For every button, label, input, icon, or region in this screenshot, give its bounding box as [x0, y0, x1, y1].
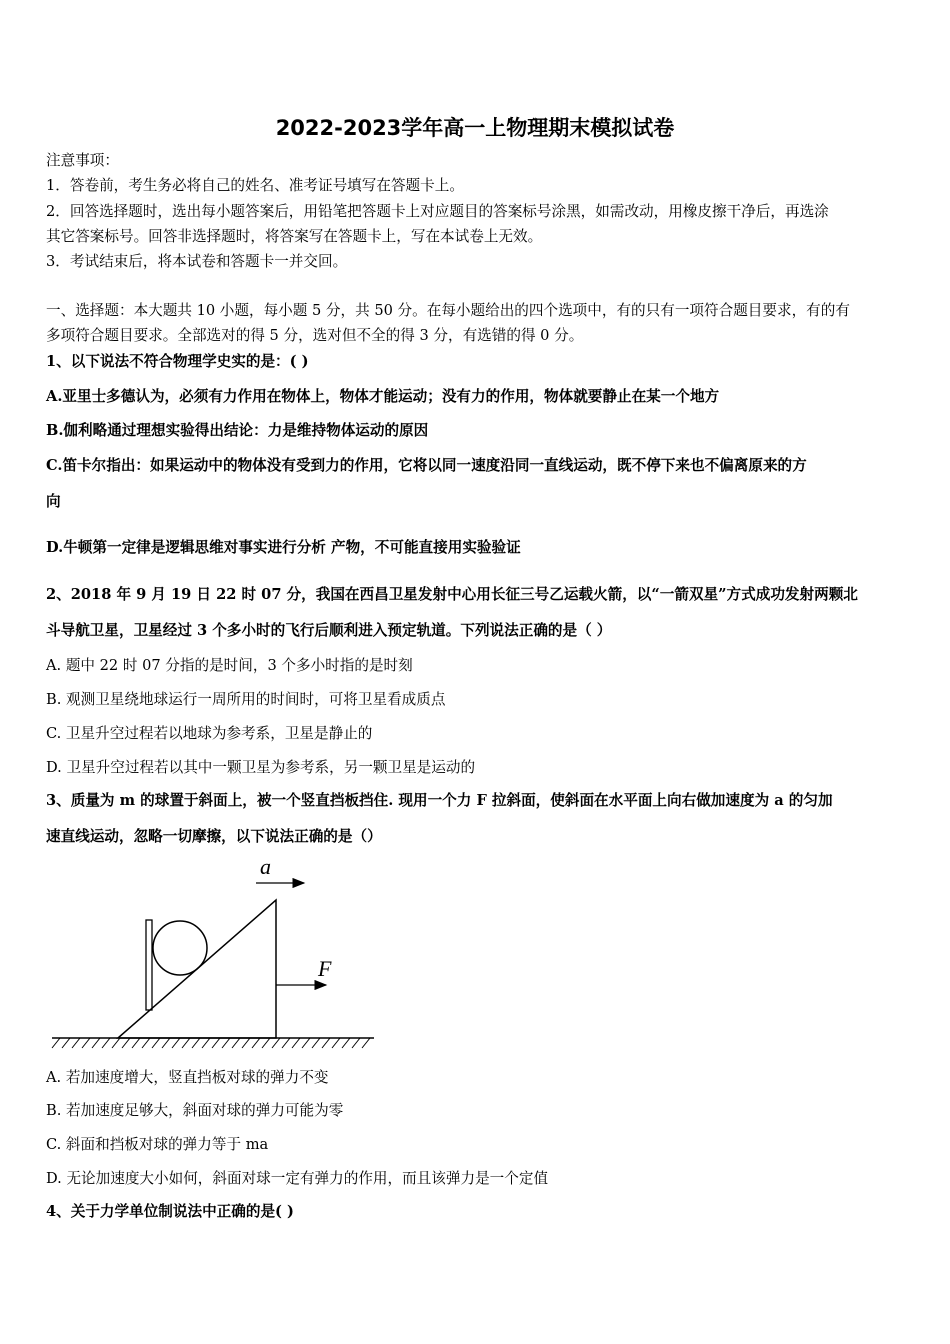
acceleration-label: a: [260, 854, 271, 879]
q2-option-b: B. 观测卫星绕地球运行一周所用的时间时，可将卫星看成质点: [46, 691, 446, 708]
q3-option-d: D. 无论加速度大小如何，斜面对球一定有弹力的作用，而且该弹力是一个定值: [46, 1170, 549, 1187]
q3-option-b: B. 若加速度足够大，斜面对球的弹力可能为零: [46, 1102, 344, 1119]
q3-option-a: A. 若加速度增大，竖直挡板对球的弹力不变: [46, 1069, 329, 1086]
notice-item-2: 2．回答选择题时，选出每小题答案后，用铅笔把答题卡上对应题目的答案标号涂黑，如需改动，用橡皮擦干净后，再选涂: [46, 203, 829, 220]
q1-option-b: B.伽利略通过理想实验得出结论：力是维持物体运动的原因: [46, 422, 429, 439]
q3-stem: 3、质量为 m 的球置于斜面上，被一个竖直挡板挡住. 现用一个力 F 拉斜面，使斜面在水平面上向右做加速度为 a 的匀加: [46, 792, 833, 809]
q2-option-d: D. 卫星升空过程若以其中一颗卫星为参考系，另一颗卫星是运动的: [46, 759, 476, 776]
q1-option-a: A.亚里士多德认为，必须有力作用在物体上，物体才能运动；没有力的作用，物体就要静止在某一个地方: [46, 388, 720, 405]
q2-stem: 2、2018 年 9 月 19 日 22 时 07 分，我国在西昌卫星发射中心用长征三号乙运载火箭，以“一箭双星”方式成功发射两颗北: [46, 586, 858, 603]
force-label: F: [318, 956, 332, 981]
notice-item-1: 1．答卷前，考生务必将自己的姓名、准考证号填写在答题卡上。: [46, 177, 464, 194]
q3-figure: [46, 852, 386, 1057]
exam-title: 2022-2023学年高一上物理期末模拟试卷: [275, 116, 675, 140]
q1-option-c: C.笛卡尔指出：如果运动中的物体没有受到力的作用，它将以同一速度沿同一直线运动，既不停下来也不偏离原来的方: [46, 457, 807, 474]
q2-option-c: C. 卫星升空过程若以地球为参考系，卫星是静止的: [46, 725, 373, 742]
notice-item-3: 3．考试结束后，将本试卷和答题卡一并交回。: [46, 253, 348, 270]
ball: [153, 921, 207, 975]
incline-diagram: [46, 852, 386, 1057]
notice-item-2-cont: 其它答案标号。回答非选择题时，将答案写在答题卡上，写在本试卷上无效。: [46, 228, 543, 245]
notice-heading: 注意事项：: [46, 152, 119, 169]
q3-option-c: C. 斜面和挡板对球的弹力等于 ma: [46, 1136, 269, 1153]
q3-stem-cont: 速直线运动，忽略一切摩擦，以下说法正确的是（）: [46, 828, 382, 845]
q4-stem: 4、关于力学单位制说法中正确的是( ): [46, 1203, 294, 1220]
q1-stem: 1、以下说法不符合物理学史实的是：( ): [46, 353, 309, 370]
q1-option-c-cont: 向: [46, 493, 61, 510]
ground-hatching: [52, 1038, 370, 1048]
q2-option-a: A. 题中 22 时 07 分指的是时间，3 个多小时指的是时刻: [46, 657, 413, 674]
section-intro-1: 一、选择题：本大题共 10 小题，每小题 5 分，共 50 分。在每小题给出的四个选项中，有的只有一项符合题目要求，有的有: [46, 302, 850, 319]
q1-option-d: D.牛顿第一定律是逻辑思维对事实进行分析 产物，不可能直接用实验验证: [46, 539, 521, 556]
baffle-plate: [146, 920, 152, 1010]
q2-stem-cont: 斗导航卫星，卫星经过 3 个多小时的飞行后顺利进入预定轨道。下列说法正确的是（ ）: [46, 622, 612, 639]
section-intro-2: 多项符合题目要求。全部选对的得 5 分，选对但不全的得 3 分，有选错的得 0 分。: [46, 327, 584, 344]
